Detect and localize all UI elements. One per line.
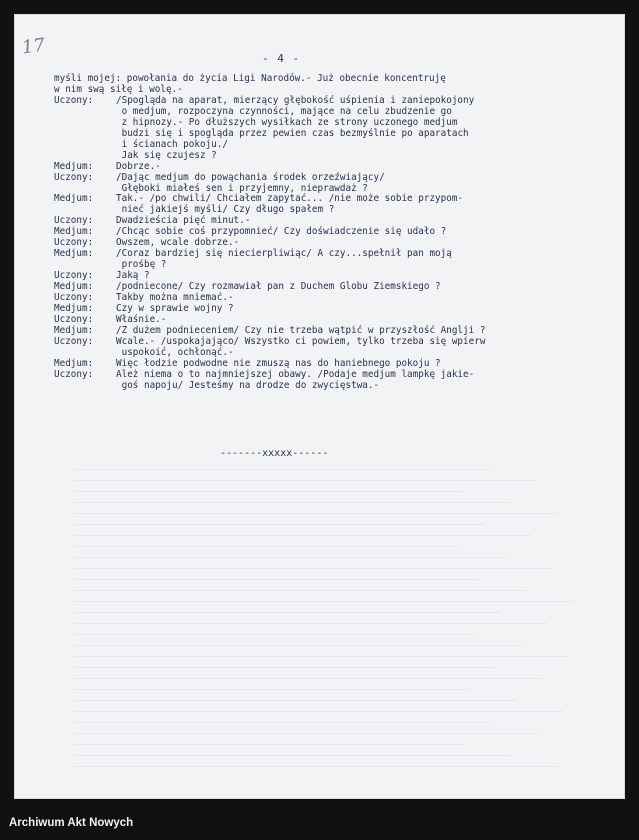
line-text: /Coraz bardziej się niecierpliwiąc/ A czy...spełnił pan moją bbox=[116, 248, 452, 260]
archive-name: Archiwum Akt Nowych bbox=[9, 817, 134, 829]
speaker-label: Medjum: bbox=[54, 324, 94, 336]
ghost-line bbox=[74, 590, 526, 591]
ghost-line bbox=[74, 711, 563, 712]
ghost-line bbox=[74, 579, 479, 580]
archive-mark: 17 bbox=[20, 34, 47, 59]
speaker-label: Medjum: bbox=[54, 193, 94, 205]
ghost-line bbox=[74, 535, 531, 536]
line-text: i ścianach pokoju./ bbox=[116, 138, 228, 150]
ghost-line bbox=[74, 733, 537, 734]
text-line bbox=[54, 151, 594, 162]
speaker-label: Uczony: bbox=[54, 237, 94, 249]
speaker-label bbox=[54, 381, 116, 392]
ghost-line bbox=[74, 513, 557, 514]
line-text: Dobrze.- bbox=[116, 160, 161, 172]
line-text: w nim swą siłę i wolę.- bbox=[54, 83, 183, 95]
speaker-label bbox=[54, 118, 116, 129]
speaker-label: Medjum: bbox=[54, 281, 94, 293]
page-number: - 4 - bbox=[262, 52, 301, 65]
line-text: Ależ niema o to najmniejszej obawy. /Podaje medjum lampkę jakie- bbox=[116, 368, 475, 380]
line-text: /Chcąc sobie coś przypomnieć/ Czy doświadczenie się udało ? bbox=[116, 226, 447, 238]
ghost-line bbox=[74, 689, 469, 690]
text-line bbox=[54, 173, 594, 184]
line-text: Jaką ? bbox=[116, 270, 150, 282]
speaker-label: Uczony: bbox=[54, 215, 94, 227]
end-separator: -------xxxxx------ bbox=[220, 448, 329, 459]
speaker-label bbox=[54, 151, 116, 162]
line-text: /Spogląda na aparat, mierzący głębokość uśpienia i zaniepokojony bbox=[116, 94, 475, 106]
ghost-line bbox=[74, 678, 542, 679]
line-text: z hipnozy.- Po dłuższych wysiłkach ze strony uczonego medjum bbox=[116, 116, 458, 128]
ghost-line bbox=[74, 766, 558, 767]
speaker-label: Uczony: bbox=[54, 94, 94, 106]
line-text: nieć jakiejś myśli/ Czy długo spałem ? bbox=[116, 204, 335, 216]
line-text: /Z dużem podnieceniem/ Czy nie trzeba wątpić w przyszłość Anglji ? bbox=[116, 324, 486, 336]
ghost-line bbox=[74, 524, 484, 525]
footer-bar bbox=[0, 799, 639, 840]
speaker-label bbox=[54, 129, 116, 140]
speaker-label: Uczony: bbox=[54, 270, 94, 282]
line-text: Tak.- /po chwili/ Chciałem zapytać... /nie może sobie przypom- bbox=[116, 193, 464, 205]
typed-text-block bbox=[54, 74, 594, 392]
line-text: /podniecone/ Czy rozmawiał pan z Duchem Globu Ziemskiego ? bbox=[116, 281, 441, 293]
line-text: Owszem, wcale dobrze.- bbox=[116, 237, 240, 249]
ghost-line bbox=[74, 546, 458, 547]
ghost-line bbox=[74, 645, 521, 646]
line-text: /Dając medjum do powąchania środek orzeźwiający/ bbox=[116, 171, 385, 183]
speaker-label: Medjum: bbox=[54, 248, 94, 260]
line-text: budzi się i spogląda przez pewien czas bezmyślnie po aparatach bbox=[116, 127, 469, 139]
ghost-line bbox=[74, 744, 464, 745]
line-text: Jak się czujesz ? bbox=[116, 149, 217, 161]
line-text: Więc łodzie podwodne nie zmuszą nas do haniebnego pokoju ? bbox=[116, 357, 441, 369]
line-text: Właśnie.- bbox=[116, 313, 167, 325]
ghost-line bbox=[74, 667, 495, 668]
speaker-label: Medjum: bbox=[54, 160, 94, 172]
ghost-line bbox=[74, 491, 463, 492]
line-text: Wcale.- /uspokajająco/ Wszystko ci powiem, tylko trzeba się wpierw bbox=[116, 335, 486, 347]
line-text: uspokoić, ochłonąć.- bbox=[116, 346, 234, 358]
speaker-label: Medjum: bbox=[54, 226, 94, 238]
line-text: Głęboki miałeś sen i przyjemny, nieprawdaż ? bbox=[116, 182, 368, 194]
speaker-label: Medjum: bbox=[54, 303, 94, 315]
ghost-line bbox=[74, 656, 568, 657]
ghost-line bbox=[74, 755, 511, 756]
ghost-line bbox=[74, 623, 547, 624]
speaker-label: Uczony: bbox=[54, 292, 94, 304]
speaker-label: Uczony: bbox=[54, 171, 94, 183]
ghost-line bbox=[74, 480, 536, 481]
line-text: goś napoju/ Jesteśmy na drodze do zwycięstwa.- bbox=[116, 379, 380, 391]
ghost-line bbox=[74, 568, 552, 569]
text-line bbox=[54, 381, 594, 392]
text-line bbox=[54, 162, 594, 173]
ghost-line bbox=[74, 601, 573, 602]
speaker-label: Uczony: bbox=[54, 368, 94, 380]
ghost-line bbox=[74, 700, 516, 701]
line-text: Dwadzieścia pięć minut.- bbox=[116, 215, 251, 227]
line-text: myśli mojej: powołania do życia Ligi Narodów.- Już obecnie koncentruję bbox=[54, 73, 446, 84]
speaker-label: Medjum: bbox=[54, 357, 94, 369]
line-text: Takby można mniemać.- bbox=[116, 292, 234, 304]
ghost-line bbox=[74, 634, 474, 635]
speaker-label bbox=[54, 107, 116, 118]
speaker-label: Uczony: bbox=[54, 313, 94, 325]
ghost-line bbox=[74, 502, 510, 503]
ghost-line bbox=[74, 722, 490, 723]
speaker-label: Uczony: bbox=[54, 335, 94, 347]
ghost-line bbox=[74, 557, 505, 558]
line-text: prośbę ? bbox=[116, 259, 167, 271]
document-page bbox=[14, 14, 625, 799]
line-text: o medjum, rozpoczyna czynności, mające na celu zbudzenie go bbox=[116, 105, 452, 117]
ghost-line bbox=[74, 469, 489, 470]
speaker-label bbox=[54, 140, 116, 151]
ghost-line bbox=[74, 612, 500, 613]
line-text: Czy w sprawie wojny ? bbox=[116, 303, 234, 315]
